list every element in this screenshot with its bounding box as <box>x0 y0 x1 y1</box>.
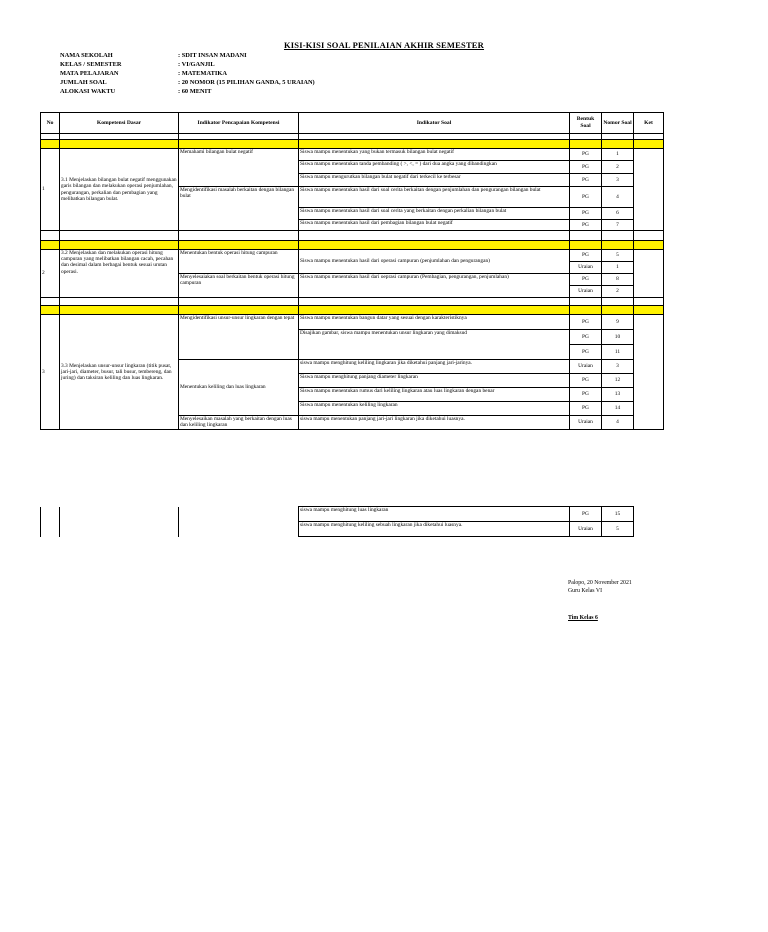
nomor-cell: 7 <box>602 220 634 231</box>
nomor-cell: 5 <box>602 522 634 537</box>
info-row: JUMLAH SOAL : 20 NOMOR (15 PILIHAN GANDA, 5 URAIAN) <box>60 79 315 86</box>
spacer-row <box>41 298 664 306</box>
bentuk-cell: Uraian <box>570 416 602 430</box>
nomor-cell: 6 <box>602 208 634 220</box>
ipk-cell: Mengidentifikasi masalah berkaitan dengan bilangan bulat <box>179 187 299 231</box>
nomor-cell: 14 <box>602 402 634 416</box>
nomor-cell: 4 <box>602 187 634 208</box>
ipk-cell: Menyelesaiakan soal berkaitan bentuk operasi hitung campuran <box>179 274 299 298</box>
ket-cell <box>634 149 664 231</box>
sign-place-date: Palopo, 20 November 2021 <box>568 580 632 586</box>
blueprint-table <box>40 112 664 430</box>
bentuk-cell: Uraian <box>570 360 602 374</box>
nomor-cell: 5 <box>602 250 634 262</box>
indikator-cell: Siswa mampu mengurutkan bilangan bulat negatif dari terkecil ke terbesar <box>299 174 570 187</box>
section-no: 1 <box>41 149 60 231</box>
bentuk-cell: PG <box>570 220 602 231</box>
section-band <box>41 306 664 315</box>
ipk-cell-cont <box>179 507 299 537</box>
header-ipk: Indikator Pencapaian Kompetensi <box>179 113 299 134</box>
bentuk-cell: PG <box>570 330 602 345</box>
nomor-cell: 10 <box>602 330 634 345</box>
ipk-cell: Menentukan bentuk operasi hitung campuran <box>179 250 299 274</box>
bentuk-cell: Uraian <box>570 286 602 298</box>
bentuk-cell: PG <box>570 374 602 388</box>
indikator-cell: Siswa mampu menentukan tanda pembanding ( >, <, = ) dari dua angka yang dibandingkan <box>299 161 570 174</box>
nomor-cell: 1 <box>602 262 634 274</box>
bentuk-cell: PG <box>570 208 602 220</box>
ket-cell <box>634 507 664 537</box>
indikator-cell: Siswa mampu menentukan hasil dari soal cerita yang berkaitan dengan perkalian bilangan bulat <box>299 208 570 220</box>
ket-cell <box>634 250 664 298</box>
nomor-cell: 13 <box>602 388 634 402</box>
sign-name: Tim Kelas 6 <box>568 615 598 621</box>
section-no-cont <box>41 507 60 537</box>
table-row <box>41 250 664 262</box>
indikator-cell: Disajikan gambar, siswa mampu menentukan unsur lingkaran yang dimaksud <box>299 330 570 360</box>
nomor-cell: 8 <box>602 274 634 286</box>
nomor-cell: 9 <box>602 315 634 330</box>
nomor-cell: 2 <box>602 286 634 298</box>
bentuk-cell: PG <box>570 315 602 330</box>
kompetensi-dasar-cont <box>60 507 179 537</box>
indikator-cell: Siswa mampu menentukan hasil dari oeprasi campuran (Pembagian, pengurangan, penjumlahan) <box>299 274 570 298</box>
bentuk-cell: PG <box>570 187 602 208</box>
bentuk-cell: PG <box>570 161 602 174</box>
indikator-cell: Siswa mampu menentukan keliling lingkaran <box>299 402 570 416</box>
ipk-cell: Menyelesaikan masalah yang berkaitan dengan luas dan keliling lingkaran <box>179 416 299 430</box>
indikator-cell: siswa mampu menghitung luas lingkaran <box>299 507 570 522</box>
table-row <box>41 315 664 330</box>
bentuk-cell: PG <box>570 345 602 360</box>
indikator-cell: siswa mampu menentukan panjang jari-jari lingkaran jika diketahui luasnya. <box>299 416 570 430</box>
ipk-cell: Menentukan keliling dan luas lingkaran <box>179 360 299 416</box>
school-info <box>60 51 315 96</box>
bentuk-cell: PG <box>570 402 602 416</box>
bentuk-cell: Uraian <box>570 522 602 537</box>
table-row <box>41 149 664 161</box>
header-bentuk: Bentuk Soal <box>570 113 602 134</box>
table-row <box>41 507 664 522</box>
indikator-cell: Siswa mampu menentukan yang bukan termasuk bilangan bulat negatif <box>299 149 570 161</box>
sign-role: Guru Kelas VI <box>568 588 603 594</box>
nomor-cell: 15 <box>602 507 634 522</box>
ipk-cell: Mengidentifikasi unsur-unsur lingkaran dengan tepat <box>179 315 299 360</box>
nomor-cell: 3 <box>602 174 634 187</box>
indikator-cell: siswa mampu menghitung keliling lingkaran jika diketahui panjang jari-jarinya. <box>299 360 570 374</box>
header-nomor: Nomor Soal <box>602 113 634 134</box>
bentuk-cell: PG <box>570 388 602 402</box>
nomor-cell: 12 <box>602 374 634 388</box>
nomor-cell: 4 <box>602 416 634 430</box>
section-no: 3 <box>41 315 60 430</box>
ipk-cell: Memahami bilangan bulat negatif <box>179 149 299 187</box>
ket-cell <box>634 315 664 430</box>
document-title: KISI-KISI SOAL PENILAIAN AKHIR SEMESTER <box>283 40 485 50</box>
bentuk-cell: PG <box>570 174 602 187</box>
info-row: MATA PELAJARAN : MATEMATIKA <box>60 70 227 77</box>
indikator-cell: Siswa mampu menentukan bangun datar yang sesuai dengan karakteristiknya <box>299 315 570 330</box>
section-no: 2 <box>41 250 60 298</box>
nomor-cell: 2 <box>602 161 634 174</box>
info-row: NAMA SEKOLAH : SDIT INSAN MADANI <box>60 52 247 59</box>
indikator-cell: Siswa mampu menentukan rumus dari keliling lingkaran atau luas lingkaran dengan benar <box>299 388 570 402</box>
bentuk-cell: PG <box>570 149 602 161</box>
bentuk-cell: Uraian <box>570 262 602 274</box>
kompetensi-dasar: 3.2 Menjelaskan dan melakukan operasi hitung campuran yang melibatkan bilangan cacah, pecahan dan desimal dalam berbagai bentuk sesuai urutan operasi. <box>60 250 179 298</box>
indikator-cell: Siswa mampu menghitung panjang diameter lingkaran <box>299 374 570 388</box>
indikator-cell: Siswa mampu menentukan hasil dari pembagian bilangan bulat negatif <box>299 220 570 231</box>
indikator-cell: siswa mampu menghitung keliling sebuah lingkaran jika diketahui luasnya. <box>299 522 570 537</box>
section-band <box>41 241 664 250</box>
indikator-cell: Siswa mampu menentukan hasil dari operasi campuran (penjumlahan dan pengurangan) <box>299 250 570 274</box>
kompetensi-dasar: 3.1 Menjelaskan bilangan bulat negatif menggunakan garis bilangan dan melakukan operasi penjumlahan, pengurangan, perkalian dan pembagian yang melibatkan bilangan bulat. <box>60 149 179 231</box>
header-no: No <box>41 113 60 134</box>
bentuk-cell: PG <box>570 250 602 262</box>
header-indikator: Indikator Soal <box>299 113 570 134</box>
nomor-cell: 11 <box>602 345 634 360</box>
nomor-cell: 1 <box>602 149 634 161</box>
info-row: ALOKASI WAKTU : 60 MENIT <box>60 88 212 95</box>
nomor-cell: 3 <box>602 360 634 374</box>
spacer-row <box>41 231 664 241</box>
info-row: KELAS / SEMESTER : VI/GANJIL <box>60 61 215 68</box>
section-band <box>41 140 664 149</box>
bentuk-cell: PG <box>570 507 602 522</box>
header-ket: Ket <box>634 113 664 134</box>
kompetensi-dasar: 3.3 Menjelaskan unsur-unsur lingkaran (titik pusat, jari-jari, diameter, busur, tali busur, tembereng, dan juring) dan taksiran keliling dan luas lingkaran. <box>60 315 179 430</box>
blueprint-table-continued <box>40 506 664 537</box>
bentuk-cell: PG <box>570 274 602 286</box>
header-kd: Kompetensi Dasar <box>60 113 179 134</box>
table-header-row <box>41 113 664 134</box>
indikator-cell: Siswa mampu menentukan hasil dari soal cerita berkaitan dengan penjumlahan dan pengurangan bilangan bulat <box>299 187 570 208</box>
